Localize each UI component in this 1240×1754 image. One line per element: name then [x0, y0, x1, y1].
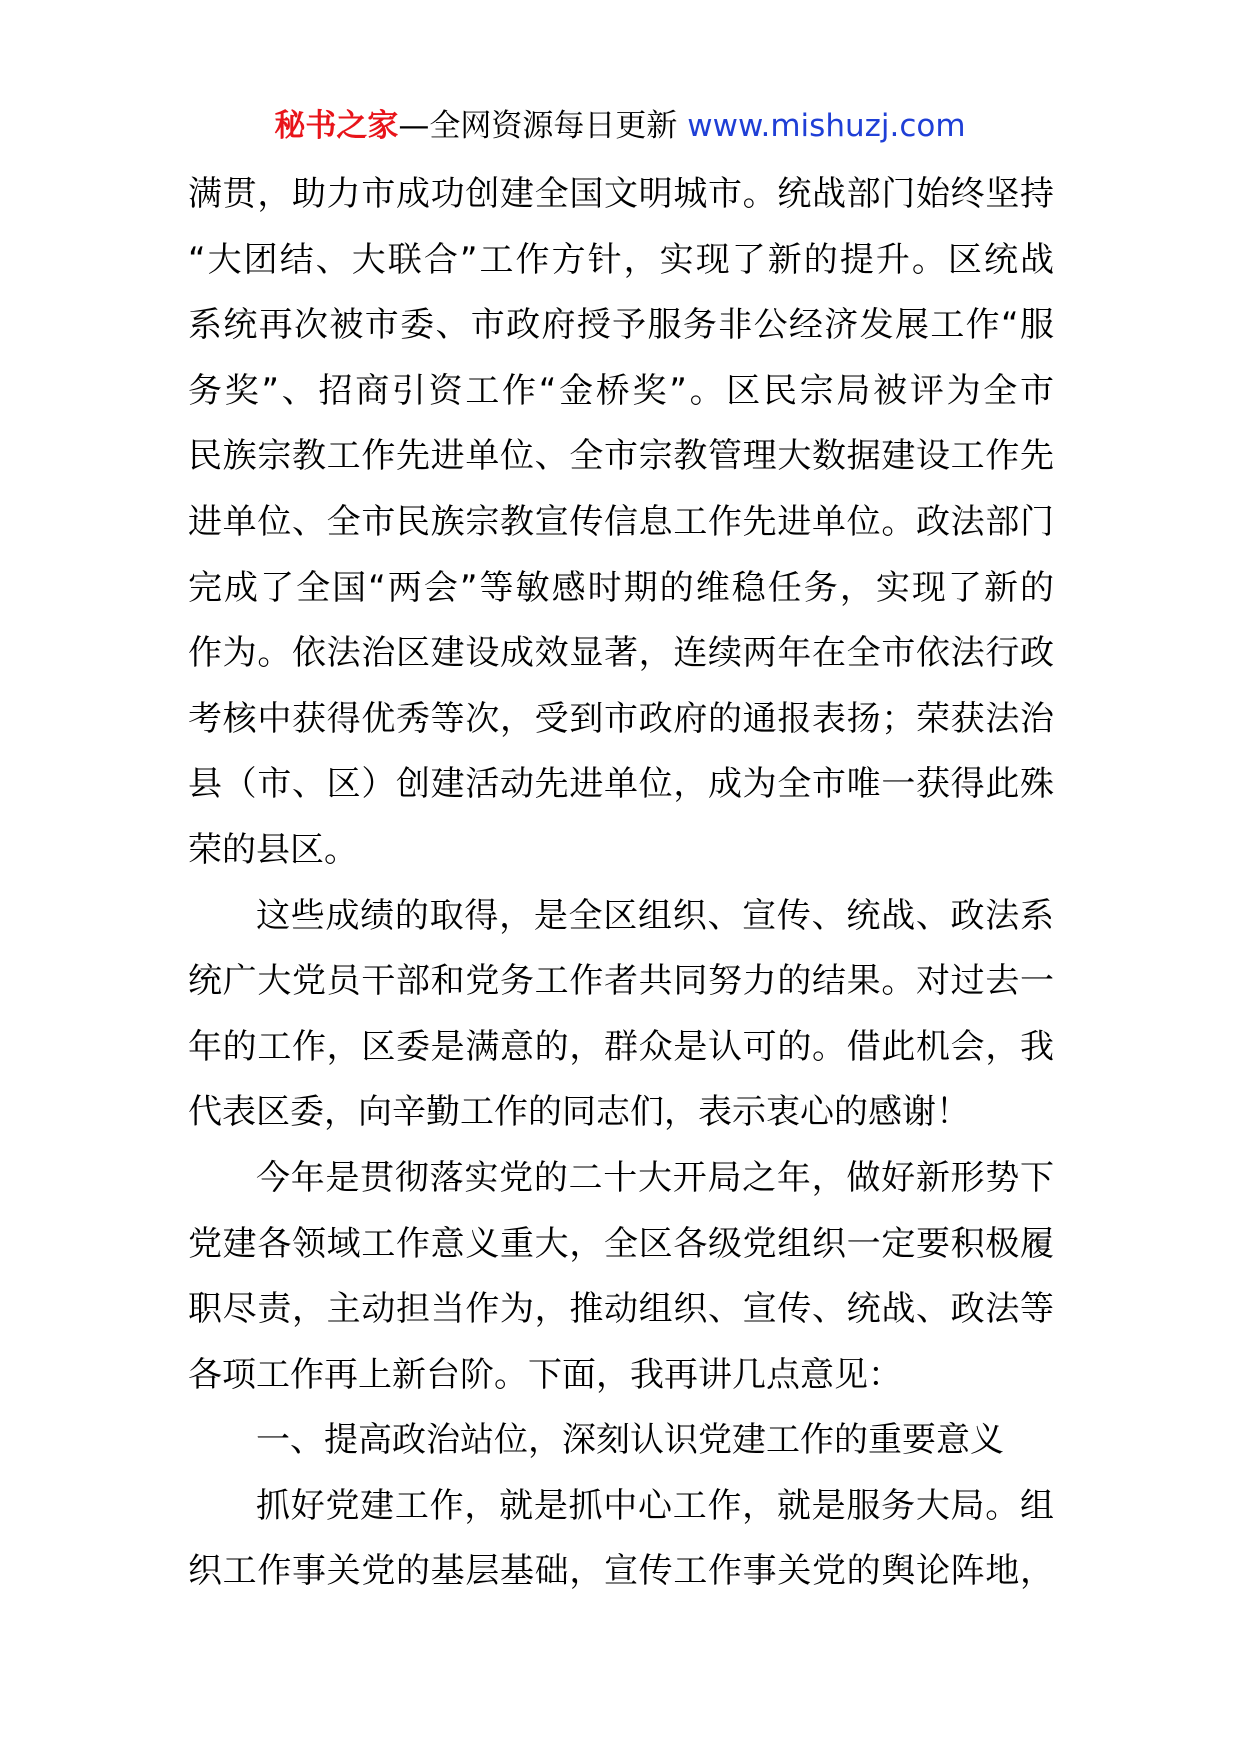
text-line: 民族宗教工作先进单位、全市宗教管理大数据建设工作先	[188, 436, 1054, 477]
header-tagline: —全网资源每日更新	[398, 108, 688, 144]
text-line: 党建各领域工作意义重大，全区各级党组织一定要积极履	[188, 1223, 1054, 1264]
text-line: 织工作事关党的基层基础，宣传工作事关党的舆论阵地，	[188, 1551, 1054, 1592]
text-line: 年的工作，区委是满意的，群众是认可的。借此机会，我	[188, 1026, 1054, 1067]
text-line: 系统再次被市委、市政府授予服务非公经济发展工作“服	[188, 305, 1054, 346]
text-line: 统广大党员干部和党务工作者共同努力的结果。对过去一	[188, 961, 1054, 1002]
paragraph-first-line: 这些成绩的取得，是全区组织、宣传、统战、政法系	[256, 895, 1054, 936]
text-line: 作为。依法治区建设成效显著，连续两年在全市依法行政	[188, 633, 1054, 674]
text-line: “大团结、大联合”工作方针，实现了新的提升。区统战	[188, 239, 1054, 280]
header-url[interactable]: www.mishuzj.com	[687, 108, 966, 144]
text-line: 各项工作再上新台阶。下面，我再讲几点意见：	[188, 1354, 902, 1395]
text-line: 满贯，助力市成功创建全国文明城市。统战部门始终坚持	[188, 174, 1054, 214]
text-line: 完成了全国“两会”等敏感时期的维稳任务，实现了新的	[188, 567, 1054, 608]
paragraph-first-line: 抓好党建工作，就是抓中心工作，就是服务大局。组	[256, 1485, 1054, 1526]
text-line: 县（市、区）创建活动先进单位，成为全市唯一获得此殊	[188, 764, 1054, 805]
text-line: 职尽责，主动担当作为，推动组织、宣传、统战、政法等	[188, 1289, 1054, 1330]
text-line: 荣的县区。	[188, 829, 358, 870]
header-brand: 秘书之家	[274, 108, 399, 144]
paragraph-first-line: 今年是贯彻落实党的二十大开局之年，做好新形势下	[256, 1157, 1054, 1198]
document-body	[188, 162, 1054, 1605]
text-line: 务奖”、招商引资工作“金桥奖”。区民宗局被评为全市	[188, 370, 1054, 411]
section-heading: 一、提高政治站位，深刻认识党建工作的重要意义	[256, 1420, 1004, 1461]
text-line: 代表区委，向辛勤工作的同志们，表示衷心的感谢！	[188, 1092, 970, 1133]
page-header	[0, 104, 1240, 148]
text-line: 考核中获得优秀等次，受到市政府的通报表扬；荣获法治	[188, 698, 1054, 739]
text-line: 进单位、全市民族宗教宣传信息工作先进单位。政法部门	[188, 501, 1054, 542]
